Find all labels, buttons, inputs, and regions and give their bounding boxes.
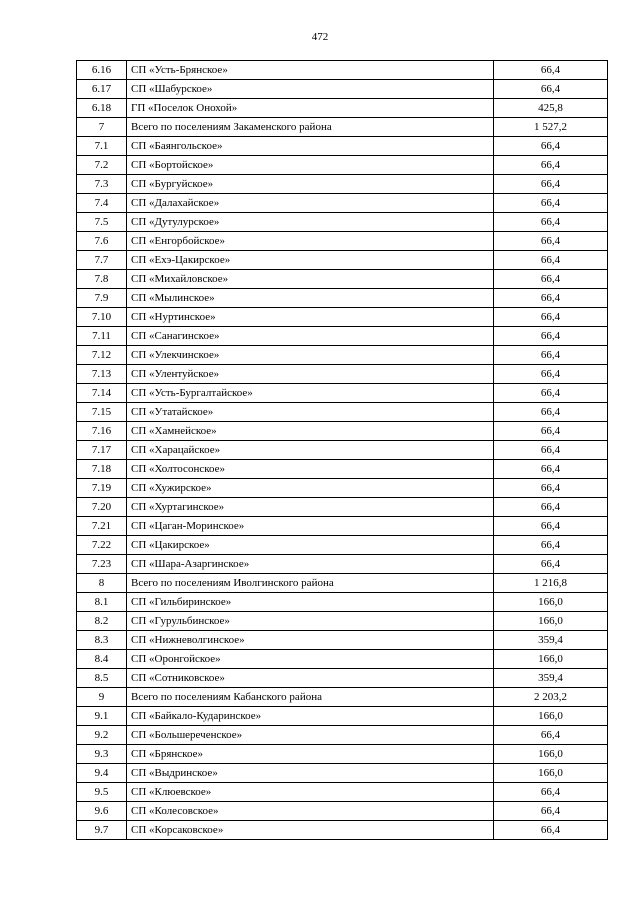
settlement-name-cell: СП «Цаган-Моринское» — [127, 517, 494, 536]
row-number-cell: 9.3 — [77, 745, 127, 764]
row-number-cell: 7.3 — [77, 175, 127, 194]
amount-cell: 66,4 — [494, 726, 608, 745]
amount-cell: 66,4 — [494, 821, 608, 840]
table-row — [77, 118, 608, 137]
row-number-cell: 9.5 — [77, 783, 127, 802]
row-number-cell: 9.6 — [77, 802, 127, 821]
row-number-cell: 7 — [77, 118, 127, 137]
table-row — [77, 403, 608, 422]
table-row — [77, 327, 608, 346]
amount-cell: 66,4 — [494, 194, 608, 213]
table-row — [77, 707, 608, 726]
row-number-cell: 7.22 — [77, 536, 127, 555]
settlement-name-cell: СП «Санагинское» — [127, 327, 494, 346]
row-number-cell: 6.17 — [77, 80, 127, 99]
table-row — [77, 669, 608, 688]
amount-cell: 66,4 — [494, 346, 608, 365]
table-row — [77, 270, 608, 289]
amount-cell: 66,4 — [494, 270, 608, 289]
table-row — [77, 536, 608, 555]
settlement-name-cell: СП «Нижневолгинское» — [127, 631, 494, 650]
settlement-name-cell: СП «Усть-Брянское» — [127, 61, 494, 80]
settlement-name-cell: СП «Гурульбинское» — [127, 612, 494, 631]
row-number-cell: 7.9 — [77, 289, 127, 308]
amount-cell: 66,4 — [494, 536, 608, 555]
settlement-name-cell: СП «Сотниковское» — [127, 669, 494, 688]
amount-cell: 359,4 — [494, 631, 608, 650]
settlement-name-cell: СП «Холтосонское» — [127, 460, 494, 479]
settlement-name-cell: СП «Михайловское» — [127, 270, 494, 289]
amount-cell: 66,4 — [494, 80, 608, 99]
row-number-cell: 7.13 — [77, 365, 127, 384]
settlement-name-cell: СП «Хужирское» — [127, 479, 494, 498]
row-number-cell: 7.1 — [77, 137, 127, 156]
row-number-cell: 7.5 — [77, 213, 127, 232]
table-row — [77, 593, 608, 612]
table-row — [77, 137, 608, 156]
amount-cell: 66,4 — [494, 403, 608, 422]
table-row — [77, 365, 608, 384]
row-number-cell: 7.14 — [77, 384, 127, 403]
table-row — [77, 688, 608, 707]
amount-cell: 425,8 — [494, 99, 608, 118]
settlement-name-cell: СП «Байкало-Кударинское» — [127, 707, 494, 726]
row-number-cell: 6.18 — [77, 99, 127, 118]
settlement-name-cell: СП «Корсаковское» — [127, 821, 494, 840]
settlement-name-cell: СП «Хамнейское» — [127, 422, 494, 441]
row-number-cell: 7.7 — [77, 251, 127, 270]
settlements-table — [76, 60, 608, 840]
amount-cell: 66,4 — [494, 783, 608, 802]
settlement-name-cell: СП «Улентуйское» — [127, 365, 494, 384]
row-number-cell: 7.23 — [77, 555, 127, 574]
row-number-cell: 7.21 — [77, 517, 127, 536]
amount-cell: 166,0 — [494, 745, 608, 764]
row-number-cell: 7.11 — [77, 327, 127, 346]
table-row — [77, 764, 608, 783]
amount-cell: 66,4 — [494, 213, 608, 232]
settlement-name-cell: СП «Выдринское» — [127, 764, 494, 783]
row-number-cell: 7.19 — [77, 479, 127, 498]
table-row — [77, 555, 608, 574]
row-number-cell: 8.3 — [77, 631, 127, 650]
amount-cell: 66,4 — [494, 289, 608, 308]
table-row — [77, 726, 608, 745]
amount-cell: 66,4 — [494, 384, 608, 403]
settlement-name-cell: СП «Брянское» — [127, 745, 494, 764]
table-row — [77, 460, 608, 479]
settlement-name-cell: СП «Усть-Бургалтайское» — [127, 384, 494, 403]
row-number-cell: 7.8 — [77, 270, 127, 289]
table-row — [77, 346, 608, 365]
amount-cell: 66,4 — [494, 460, 608, 479]
row-number-cell: 7.12 — [77, 346, 127, 365]
table-row — [77, 384, 608, 403]
settlement-name-cell: ГП «Поселок Онохой» — [127, 99, 494, 118]
settlement-name-cell: Всего по поселениям Кабанского района — [127, 688, 494, 707]
row-number-cell: 8.2 — [77, 612, 127, 631]
table-row — [77, 232, 608, 251]
table-row — [77, 99, 608, 118]
row-number-cell: 7.16 — [77, 422, 127, 441]
amount-cell: 66,4 — [494, 517, 608, 536]
amount-cell: 166,0 — [494, 593, 608, 612]
amount-cell: 66,4 — [494, 308, 608, 327]
table-row — [77, 631, 608, 650]
table-row — [77, 650, 608, 669]
settlement-name-cell: СП «Мылинское» — [127, 289, 494, 308]
settlement-name-cell: СП «Харацайское» — [127, 441, 494, 460]
table-row — [77, 61, 608, 80]
settlement-name-cell: СП «Улекчинское» — [127, 346, 494, 365]
amount-cell: 2 203,2 — [494, 688, 608, 707]
row-number-cell: 9.4 — [77, 764, 127, 783]
row-number-cell: 8 — [77, 574, 127, 593]
row-number-cell: 7.20 — [77, 498, 127, 517]
amount-cell: 66,4 — [494, 422, 608, 441]
amount-cell: 66,4 — [494, 479, 608, 498]
settlement-name-cell: СП «Ехэ-Цакирское» — [127, 251, 494, 270]
table-row — [77, 498, 608, 517]
settlement-name-cell: СП «Баянгольское» — [127, 137, 494, 156]
amount-cell: 66,4 — [494, 498, 608, 517]
table-row — [77, 156, 608, 175]
table-row — [77, 479, 608, 498]
amount-cell: 66,4 — [494, 61, 608, 80]
amount-cell: 166,0 — [494, 707, 608, 726]
table-row — [77, 441, 608, 460]
amount-cell: 1 527,2 — [494, 118, 608, 137]
amount-cell: 66,4 — [494, 365, 608, 384]
settlement-name-cell: СП «Дутулурское» — [127, 213, 494, 232]
amount-cell: 166,0 — [494, 764, 608, 783]
row-number-cell: 9.1 — [77, 707, 127, 726]
amount-cell: 66,4 — [494, 156, 608, 175]
table-row — [77, 517, 608, 536]
settlement-name-cell: Всего по поселениям Иволгинского района — [127, 574, 494, 593]
settlement-name-cell: СП «Колесовское» — [127, 802, 494, 821]
amount-cell: 166,0 — [494, 612, 608, 631]
settlement-name-cell: СП «Шабурское» — [127, 80, 494, 99]
table-row — [77, 612, 608, 631]
table-row — [77, 783, 608, 802]
row-number-cell: 7.18 — [77, 460, 127, 479]
row-number-cell: 7.17 — [77, 441, 127, 460]
table-row — [77, 175, 608, 194]
amount-cell: 359,4 — [494, 669, 608, 688]
amount-cell: 66,4 — [494, 555, 608, 574]
row-number-cell: 9.7 — [77, 821, 127, 840]
settlement-name-cell: СП «Оронгойское» — [127, 650, 494, 669]
row-number-cell: 7.10 — [77, 308, 127, 327]
settlement-name-cell: СП «Большереченское» — [127, 726, 494, 745]
amount-cell: 66,4 — [494, 327, 608, 346]
table-body — [77, 61, 608, 840]
table-row — [77, 574, 608, 593]
table-row — [77, 422, 608, 441]
amount-cell: 66,4 — [494, 137, 608, 156]
settlement-name-cell: СП «Цакирское» — [127, 536, 494, 555]
table-row — [77, 308, 608, 327]
table-row — [77, 289, 608, 308]
table-row — [77, 745, 608, 764]
row-number-cell: 9 — [77, 688, 127, 707]
settlement-name-cell: СП «Нуртинское» — [127, 308, 494, 327]
row-number-cell: 9.2 — [77, 726, 127, 745]
page-number: 472 — [311, 31, 329, 43]
row-number-cell: 8.5 — [77, 669, 127, 688]
settlement-name-cell: СП «Бортойское» — [127, 156, 494, 175]
row-number-cell: 7.4 — [77, 194, 127, 213]
row-number-cell: 7.2 — [77, 156, 127, 175]
table-row — [77, 194, 608, 213]
amount-cell: 166,0 — [494, 650, 608, 669]
settlement-name-cell: СП «Далахайское» — [127, 194, 494, 213]
row-number-cell: 8.1 — [77, 593, 127, 612]
settlement-name-cell: СП «Гильбиринское» — [127, 593, 494, 612]
amount-cell: 66,4 — [494, 175, 608, 194]
row-number-cell: 7.6 — [77, 232, 127, 251]
table-row — [77, 80, 608, 99]
settlement-name-cell: Всего по поселениям Закаменского района — [127, 118, 494, 137]
amount-cell: 66,4 — [494, 232, 608, 251]
table-row — [77, 821, 608, 840]
row-number-cell: 6.16 — [77, 61, 127, 80]
settlement-name-cell: СП «Утатайское» — [127, 403, 494, 422]
settlement-name-cell: СП «Клюевское» — [127, 783, 494, 802]
settlement-name-cell: СП «Шара-Азаргинское» — [127, 555, 494, 574]
table-row — [77, 251, 608, 270]
settlement-name-cell: СП «Енгорбойское» — [127, 232, 494, 251]
table-row — [77, 213, 608, 232]
settlement-name-cell: СП «Бургуйское» — [127, 175, 494, 194]
amount-cell: 66,4 — [494, 251, 608, 270]
row-number-cell: 7.15 — [77, 403, 127, 422]
amount-cell: 1 216,8 — [494, 574, 608, 593]
table-row — [77, 802, 608, 821]
amount-cell: 66,4 — [494, 441, 608, 460]
row-number-cell: 8.4 — [77, 650, 127, 669]
settlement-name-cell: СП «Хуртагинское» — [127, 498, 494, 517]
amount-cell: 66,4 — [494, 802, 608, 821]
